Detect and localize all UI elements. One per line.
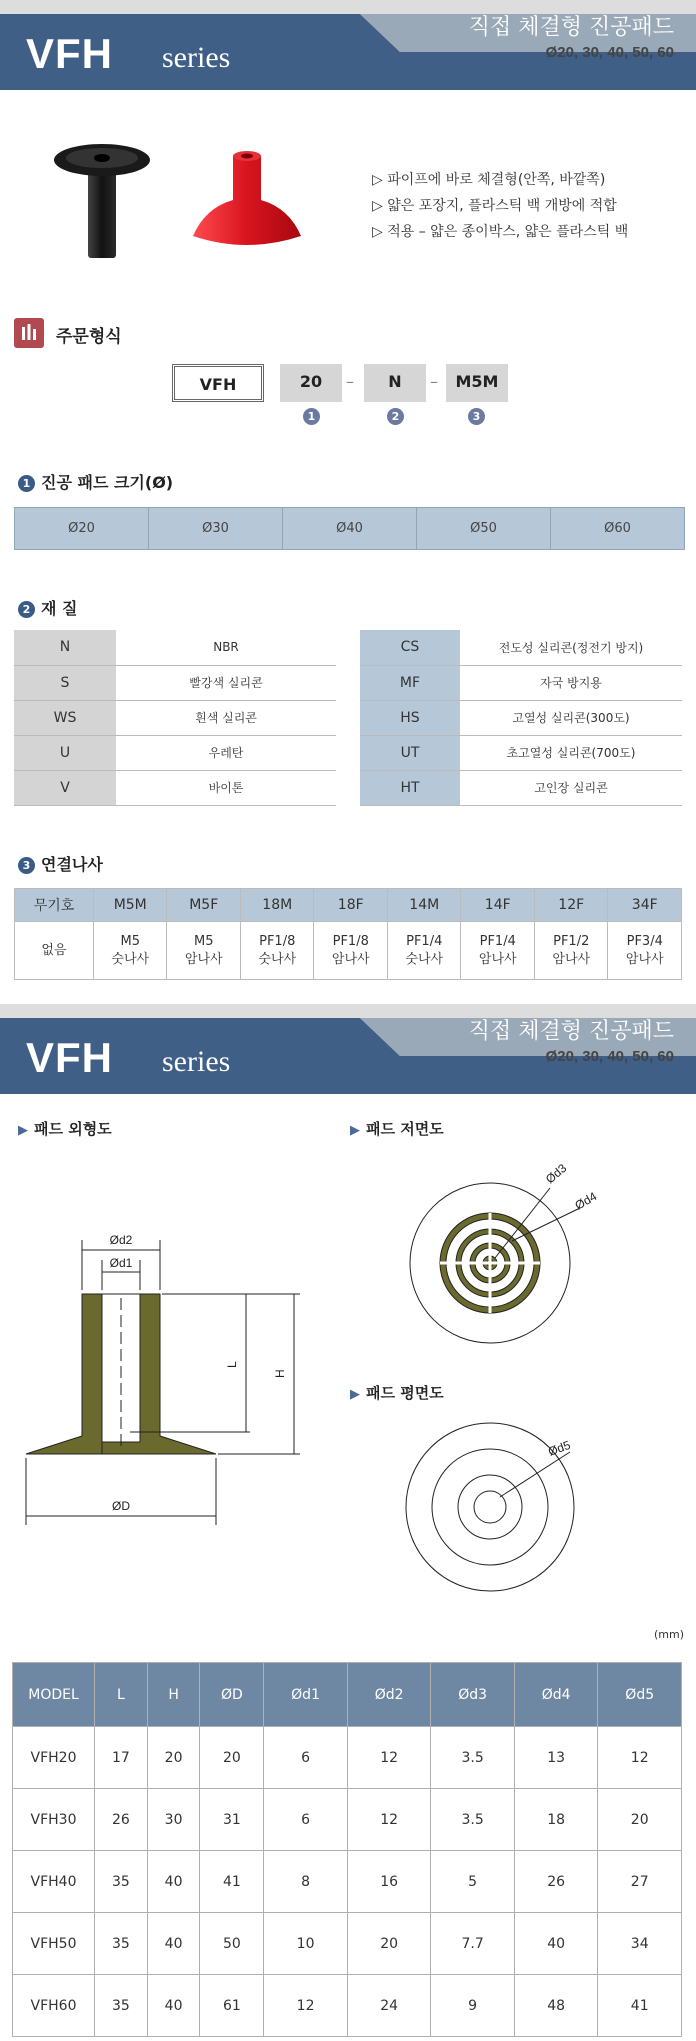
pad-size-table bbox=[14, 507, 685, 550]
order-title: 주문형식 bbox=[56, 327, 122, 347]
label-H: H bbox=[273, 1369, 287, 1378]
table-row: VFH30 26 30 31 6 12 3.5 18 20 bbox=[13, 1789, 682, 1851]
material-desc: 고열성 실리콘(300도) bbox=[460, 700, 682, 735]
bottom-drawing-title: ▶ 패드 저면도 bbox=[350, 1120, 444, 1138]
material-code: S bbox=[14, 665, 116, 700]
outer-drawing-title: ▶ 패드 외형도 bbox=[18, 1120, 112, 1138]
order-box-size: 20 bbox=[280, 364, 342, 402]
thread-table bbox=[14, 888, 682, 980]
feature-item: ▷ 적용 – 얇은 종이박스, 얇은 플라스틱 백 bbox=[372, 224, 629, 240]
material-desc: 흰색 실리콘 bbox=[116, 700, 336, 735]
number-badge: 2 bbox=[18, 601, 35, 618]
plan-view-drawing bbox=[400, 1412, 600, 1602]
header-cell: Ød5 bbox=[598, 1663, 682, 1727]
thread-cell: M5 숫나사 bbox=[93, 922, 167, 980]
table-header-row bbox=[15, 889, 682, 922]
chart-bars-icon bbox=[14, 318, 44, 348]
material-desc: 우레탄 bbox=[116, 735, 336, 770]
unit-label: (mm) bbox=[654, 1628, 685, 1641]
material-code: CS bbox=[360, 630, 460, 665]
material-table-left bbox=[14, 630, 336, 806]
header-cell: 18F bbox=[314, 889, 388, 922]
feature-item: ▷ 얇은 포장지, 플라스틱 백 개방에 적합 bbox=[372, 198, 617, 214]
material-table-right bbox=[360, 630, 682, 806]
material-desc: 초고열성 실리콘(700도) bbox=[460, 735, 682, 770]
label-d5: Ød5 bbox=[546, 1437, 573, 1459]
material-desc: 고인장 실리콘 bbox=[460, 770, 682, 805]
triangle-bullet-icon: ▶ bbox=[350, 1123, 360, 1138]
pad-size-title-text: 진공 패드 크기(Ø) bbox=[41, 473, 174, 492]
material-code: WS bbox=[14, 700, 116, 735]
header-cell: Ød4 bbox=[514, 1663, 598, 1727]
material-desc: 자국 방지용 bbox=[460, 665, 682, 700]
thread-cell: PF1/8 암나사 bbox=[314, 922, 388, 980]
label-d2: Ød2 bbox=[109, 1233, 133, 1247]
header-cell: 14F bbox=[461, 889, 535, 922]
pad-size-cell: Ø60 bbox=[551, 508, 685, 550]
table-row bbox=[360, 630, 682, 665]
order-box-model: VFH bbox=[172, 364, 264, 402]
table-row: VFH40 35 40 41 8 16 5 26 27 bbox=[13, 1851, 682, 1913]
thread-cell: PF1/4 암나사 bbox=[461, 922, 535, 980]
header-cell: Ød3 bbox=[431, 1663, 515, 1727]
header-banner-2 bbox=[0, 1004, 696, 1094]
table-row bbox=[360, 665, 682, 700]
number-badge: 1 bbox=[18, 475, 35, 492]
pad-size-cell: Ø40 bbox=[283, 508, 417, 550]
banner-model: VFH bbox=[26, 30, 113, 77]
header-cell: ØD bbox=[200, 1663, 264, 1727]
bottom-view-drawing bbox=[400, 1148, 600, 1358]
order-box-material: N bbox=[364, 364, 426, 402]
pad-size-cell: Ø20 bbox=[15, 508, 149, 550]
marker-3: 3 bbox=[468, 408, 485, 425]
triangle-bullet-icon: ▶ bbox=[350, 1387, 360, 1402]
banner-series: series bbox=[162, 1045, 231, 1078]
label-d4: Ød4 bbox=[572, 1189, 600, 1213]
table-row bbox=[360, 735, 682, 770]
pad-size-cell: Ø30 bbox=[149, 508, 283, 550]
material-desc: 바이톤 bbox=[116, 770, 336, 805]
marker-2: 2 bbox=[387, 408, 404, 425]
thread-title bbox=[18, 852, 103, 875]
header-cell: Ød1 bbox=[264, 1663, 348, 1727]
table-row bbox=[15, 922, 682, 980]
pad-size-cell: Ø50 bbox=[417, 508, 551, 550]
header-cell: 14M bbox=[387, 889, 461, 922]
pad-size-title bbox=[18, 470, 173, 493]
banner-sizes: Ø20, 30, 40, 50, 60 bbox=[545, 1048, 674, 1065]
table-row bbox=[14, 735, 336, 770]
table-row: VFH60 35 40 61 12 24 9 48 41 bbox=[13, 1975, 682, 2037]
triangle-bullet-icon: ▶ bbox=[18, 1123, 28, 1138]
material-code: V bbox=[14, 770, 116, 805]
material-code: UT bbox=[360, 735, 460, 770]
red-pad-image bbox=[185, 138, 305, 258]
feature-list bbox=[372, 167, 628, 245]
material-code: N bbox=[14, 630, 116, 665]
side-view-drawing bbox=[20, 1180, 320, 1540]
order-box-thread: M5M bbox=[446, 364, 508, 402]
table-row bbox=[360, 770, 682, 805]
table-row bbox=[14, 770, 336, 805]
header-cell: M5F bbox=[167, 889, 241, 922]
material-title-text: 재 질 bbox=[41, 599, 78, 618]
material-desc: 빨강색 실리콘 bbox=[116, 665, 336, 700]
header-cell: 34F bbox=[608, 889, 682, 922]
label-D: ØD bbox=[112, 1499, 130, 1513]
material-code: HS bbox=[360, 700, 460, 735]
header-cell: MODEL bbox=[13, 1663, 95, 1727]
thread-cell: PF1/2 암나사 bbox=[534, 922, 608, 980]
banner-sizes: Ø20, 30, 40, 50, 60 bbox=[545, 44, 674, 61]
material-code: MF bbox=[360, 665, 460, 700]
feature-item: ▷ 파이프에 바로 체결형(안쪽, 바깥쪽) bbox=[372, 172, 606, 188]
material-code: U bbox=[14, 735, 116, 770]
banner-title: 직접 체결형 진공패드 bbox=[468, 1019, 674, 1044]
marker-1: 1 bbox=[303, 408, 320, 425]
material-desc: 전도성 실리콘(정전기 방지) bbox=[460, 630, 682, 665]
table-header-row bbox=[13, 1663, 682, 1727]
header-cell: H bbox=[147, 1663, 200, 1727]
order-dash: – bbox=[346, 372, 354, 391]
header-cell: 12F bbox=[534, 889, 608, 922]
header-cell: 무기호 bbox=[15, 889, 94, 922]
black-pad-image bbox=[50, 140, 170, 260]
thread-title-text: 연결나사 bbox=[41, 855, 103, 874]
dimension-table bbox=[12, 1662, 682, 2037]
order-dash: – bbox=[430, 372, 438, 391]
table-row bbox=[14, 630, 336, 665]
header-cell: L bbox=[95, 1663, 148, 1727]
material-desc: NBR bbox=[116, 630, 336, 665]
thread-cell: M5 암나사 bbox=[167, 922, 241, 980]
table-row: VFH50 35 40 50 10 20 7.7 40 34 bbox=[13, 1913, 682, 1975]
table-row bbox=[14, 665, 336, 700]
plan-drawing-title: ▶ 패드 평면도 bbox=[350, 1384, 444, 1402]
header-cell: 18M bbox=[240, 889, 314, 922]
header-cell: Ød2 bbox=[347, 1663, 431, 1727]
thread-cell: PF1/8 숫나사 bbox=[240, 922, 314, 980]
banner-series: series bbox=[162, 41, 231, 74]
table-row bbox=[360, 700, 682, 735]
number-badge: 3 bbox=[18, 857, 35, 874]
label-d3: Ød3 bbox=[542, 1160, 570, 1187]
material-title bbox=[18, 596, 77, 619]
table-row: VFH20 17 20 20 6 12 3.5 13 12 bbox=[13, 1727, 682, 1789]
label-d1: Ød1 bbox=[109, 1256, 133, 1270]
header-cell: M5M bbox=[93, 889, 167, 922]
thread-cell: PF3/4 암나사 bbox=[608, 922, 682, 980]
material-code: HT bbox=[360, 770, 460, 805]
banner-title: 직접 체결형 진공패드 bbox=[468, 15, 674, 40]
label-L: L bbox=[225, 1361, 239, 1368]
thread-cell: 없음 bbox=[15, 922, 94, 980]
header-banner bbox=[0, 0, 696, 90]
banner-model: VFH bbox=[26, 1034, 113, 1081]
thread-cell: PF1/4 숫나사 bbox=[387, 922, 461, 980]
table-row bbox=[14, 700, 336, 735]
